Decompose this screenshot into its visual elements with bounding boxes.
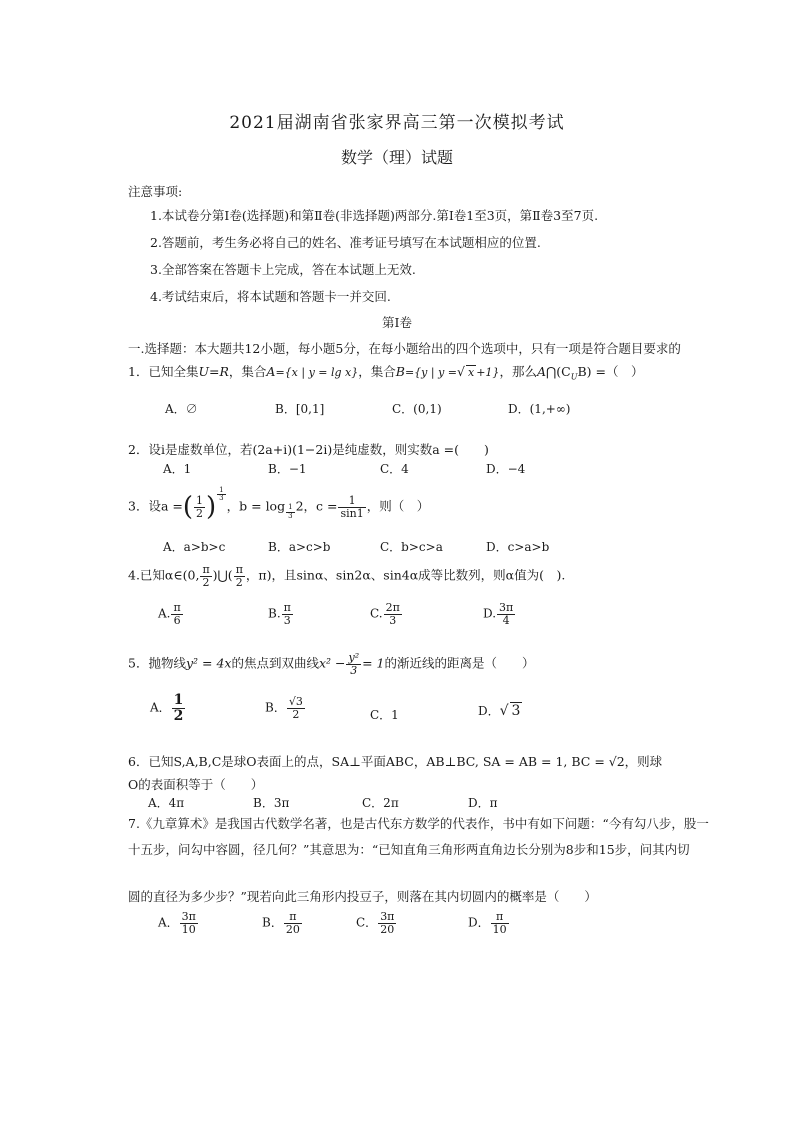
section-label: 第Ⅰ卷: [382, 315, 412, 330]
q7-option-a: A． $\frac{3\pi}{10}$: [158, 910, 196, 936]
q4-option-a: A. $\frac{\pi}{6}$: [158, 601, 181, 627]
q4-option-b: B. $\frac{\pi}{3}$: [268, 601, 291, 627]
note-item-3: 3.全部答案在答题卡上完成，答在本试题上无效.: [150, 262, 416, 277]
q1-option-d: D．(1,+∞): [508, 402, 571, 416]
q3-option-b: B．a>c>b: [268, 540, 331, 554]
q3-option-c: C．b>c>a: [380, 540, 443, 554]
q2-option-d: D．−4: [486, 462, 526, 476]
question-5: 5．抛物线y² = 4x的焦点到双曲线x² − $\frac{\text{y²}}{3}$ = 1的渐近线的距离是（ ）: [128, 651, 535, 677]
q6-option-b: B．3π: [253, 796, 290, 810]
q5-option-a: A． $\frac{1}{2}$: [150, 692, 184, 724]
question-7-line-2: 十五步，问勾中容圆，径几何？”其意思为：“已知直角三角形两直角边长分别为8步和15步，问其内切: [128, 842, 690, 857]
question-7-line-1: 7.《九章算术》是我国古代数学名著，也是古代东方数学的代表作，书中有如下问题：“今有勾八步，股一: [128, 816, 709, 831]
q4-option-c: C. $\frac{2\pi}{3}$: [370, 601, 400, 627]
q2-option-a: A．1: [163, 462, 192, 476]
q6-option-d: D．π: [468, 796, 498, 810]
section-instruction: 一.选择题：本大题共12小题，每小题5分，在每小题给出的四个选项中，只有一项是符合题目要求的: [128, 341, 681, 356]
q1-option-b: B．[0,1]: [275, 402, 325, 416]
q7-option-d: D． $\frac{\pi}{10}$: [468, 910, 507, 936]
q1-option-c: C．(0,1): [392, 402, 442, 416]
q2-option-b: B．−1: [268, 462, 307, 476]
page-title: 2021届湖南省张家界高三第一次模拟考试: [229, 113, 565, 133]
question-2: 2．设i是虚数单位，若(2a+i)(1−2i)是纯虚数，则实数a =( ): [128, 442, 489, 457]
q6-option-a: A．4π: [148, 796, 185, 810]
question-6-line-1: 6．已知S,A,B,C是球O表面上的点，SA⊥平面ABC，AB⊥BC, SA = AB = 1, BC = √2，则球: [128, 754, 663, 769]
q7-option-b: B． $\frac{\pi}{20}$: [262, 910, 300, 936]
question-4: 4.已知α∈(0, $\frac{\pi}{2}$ )⋃( $\frac{\pi}{2}$ ，π)，且sinα、sin2α、sin4α成等比数列，则α值为( ).: [128, 563, 566, 589]
q7-option-c: C． $\frac{3\pi}{20}$: [356, 910, 395, 936]
q6-option-c: C．2π: [362, 796, 399, 810]
note-item-4: 4.考试结束后，将本试题和答题卡一并交回.: [150, 289, 391, 304]
notes-heading: 注意事项:: [128, 184, 183, 199]
question-3: 3．设a =( $\frac{1}{2}$ ) $^{\frac{1}{3}}$ ，b = log $_{\frac{1}{3}}$ 2，c = $\frac{1}{\sin 1}$ ，则（ ）: [128, 485, 430, 522]
question-7-line-3: 圆的直径为多少步？”现若向此三角形内投豆子，则落在其内切圆内的概率是（ ）: [128, 889, 597, 904]
question-6-line-2: O的表面积等于（ ）: [128, 777, 264, 792]
note-item-2: 2.答题前，考生务必将自己的姓名、准考证号填写在本试题相应的位置.: [150, 235, 541, 250]
q5-option-d: D．√ 3: [478, 703, 521, 719]
note-item-1: 1.本试卷分第Ⅰ卷(选择题)和第Ⅱ卷(非选择题)两部分.第Ⅰ卷1至3页，第Ⅱ卷3至7页.: [150, 208, 599, 223]
q5-option-c: C．1: [370, 708, 399, 722]
page-subtitle: 数学（理）试题: [340, 148, 453, 167]
q3-option-a: A．a>b>c: [163, 540, 226, 554]
q3-option-d: D．c>a>b: [486, 540, 550, 554]
q2-option-c: C．4: [380, 462, 409, 476]
q1-option-a: A．∅: [165, 402, 198, 416]
question-1: 1．已知全集U=R，集合A={x | y = lg x}，集合B={y | y =√ x +1}，那么$A⋂(C_UB)$ =（ ）: [128, 364, 644, 382]
q5-option-b: B． $\frac{√3}{2}$: [265, 695, 303, 721]
q4-option-d: D. $\frac{3\pi}{4}$: [483, 601, 514, 627]
